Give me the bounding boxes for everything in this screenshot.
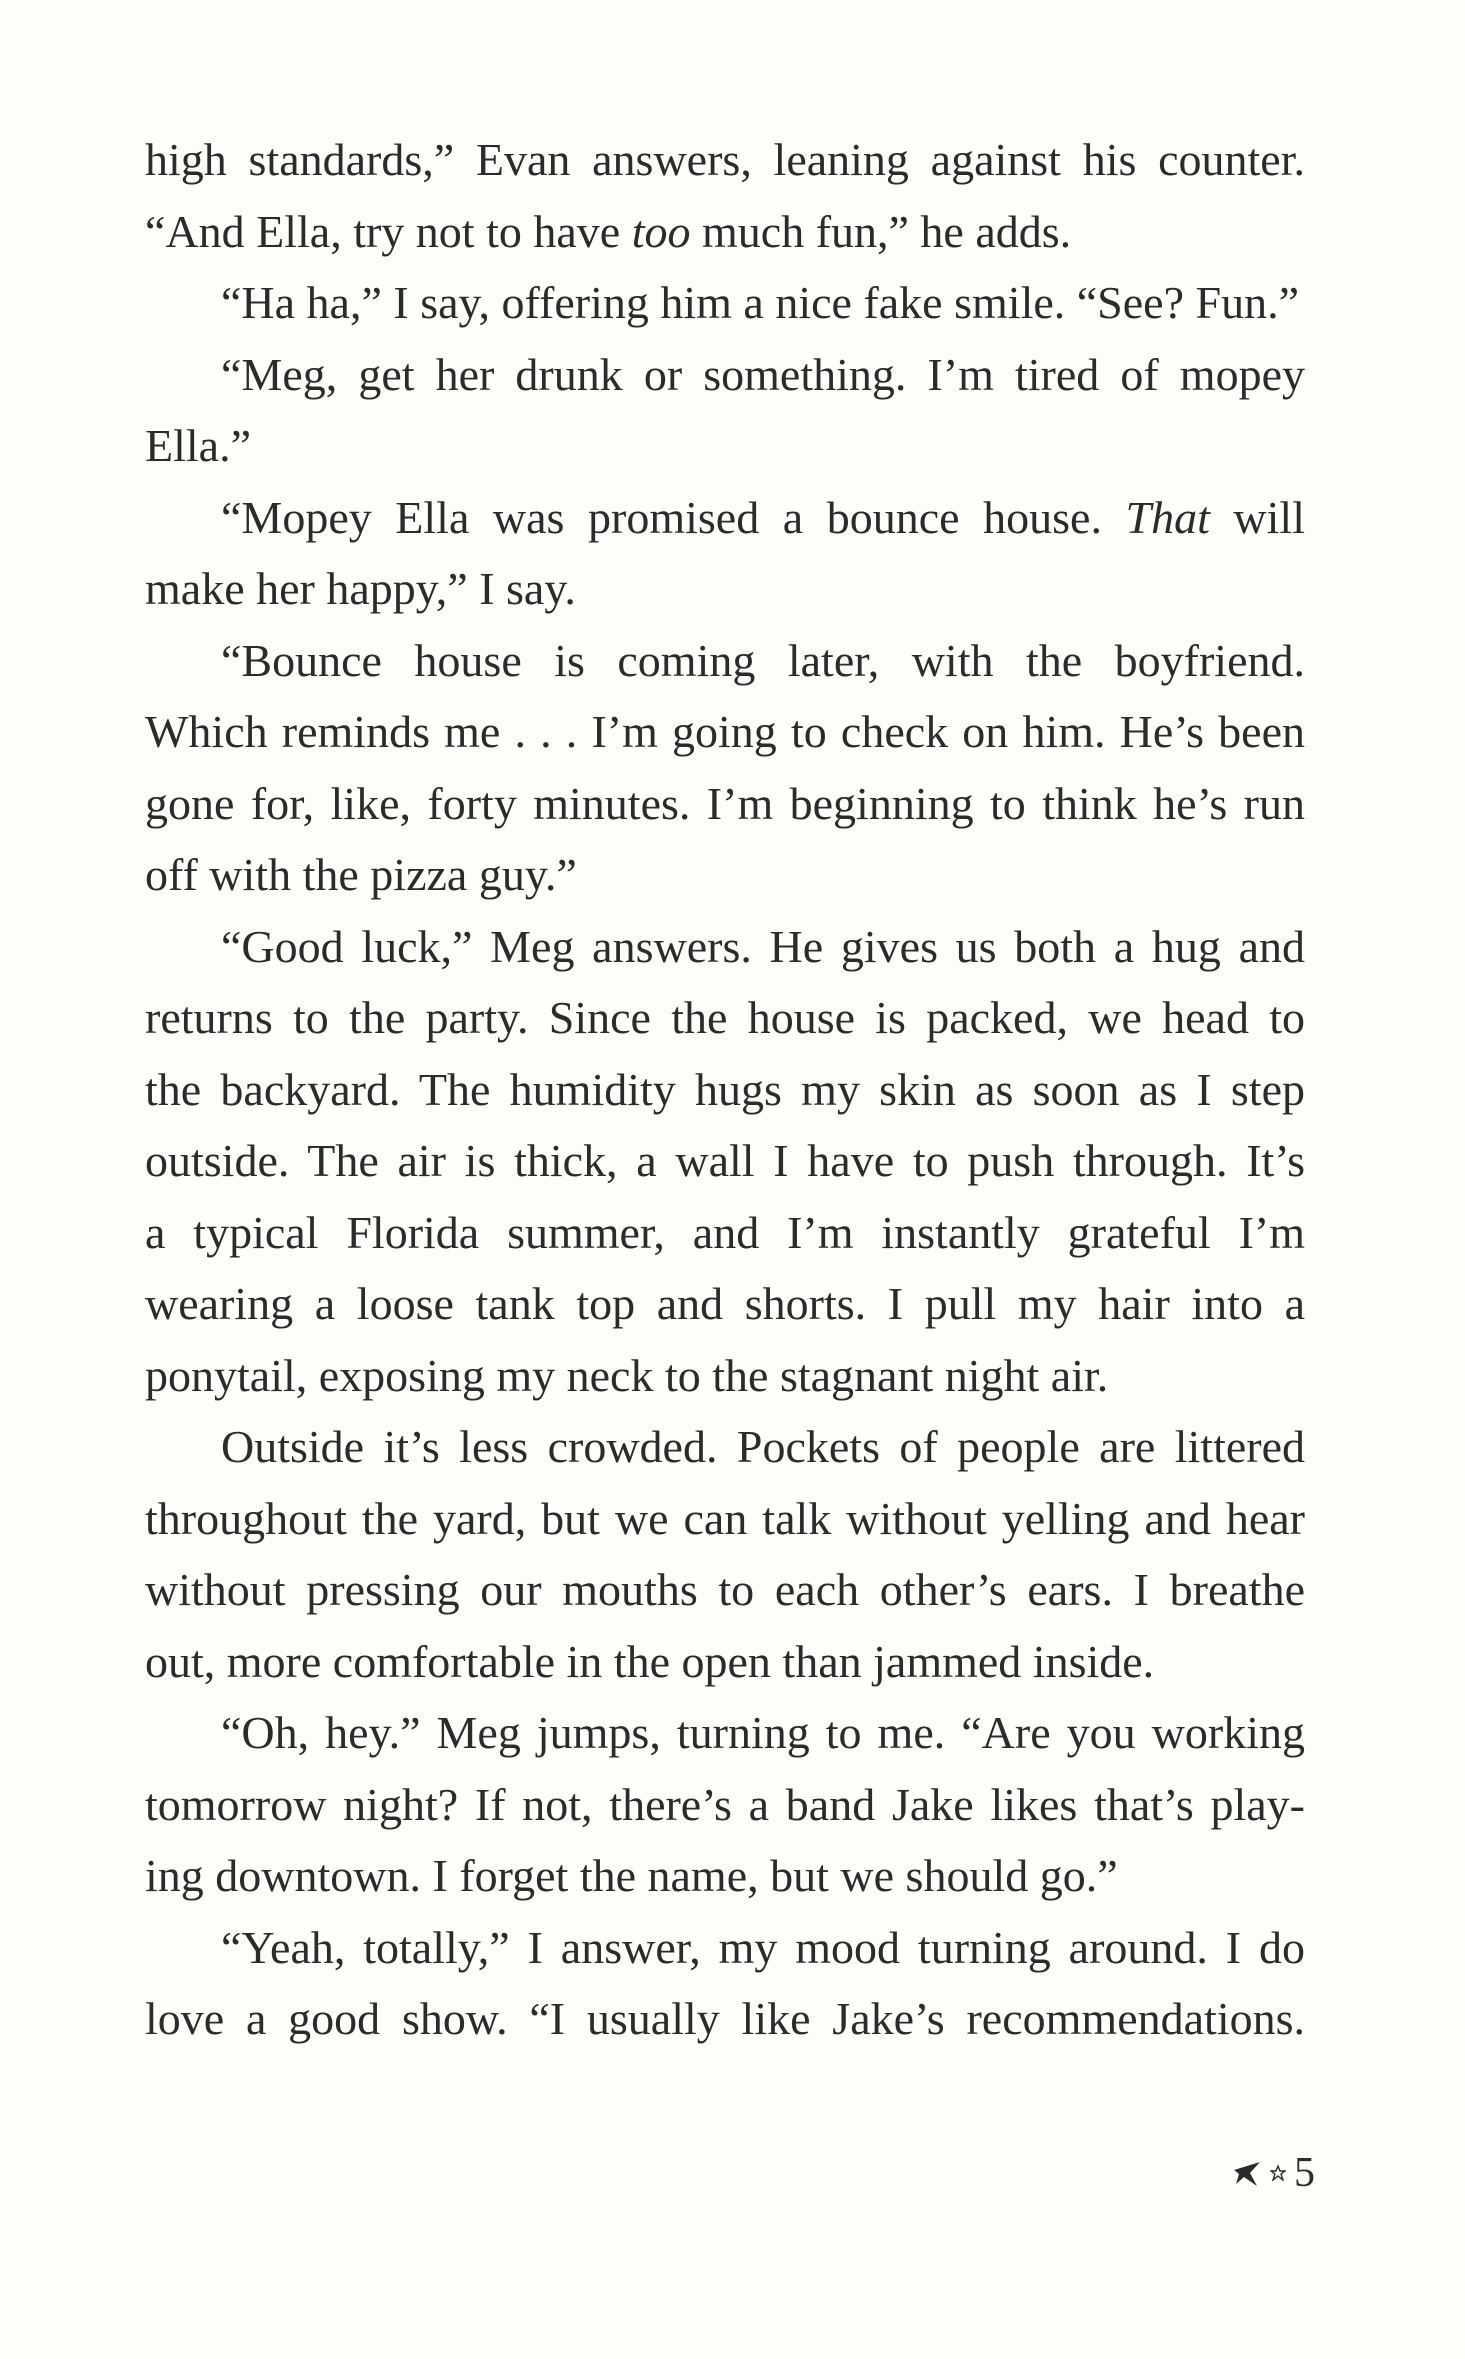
text-line: a typical Florida summer, and I’m instantly grateful I’m — [145, 1206, 1305, 1258]
text-line — [145, 196, 1305, 268]
small-star-icon — [1270, 2165, 1286, 2181]
text-line: without pressing our mouths to each other’s ears. I breathe — [145, 1564, 1305, 1615]
text-run: will — [1209, 491, 1305, 543]
text-line: Outside it’s less crowded. Pockets of people are littered — [221, 1421, 1305, 1472]
body-text — [145, 124, 1305, 2055]
page-folio — [1230, 2148, 1315, 2198]
text-line: ponytail, exposing my neck to the stagnant night air. — [145, 1349, 1109, 1401]
text-line: “Bounce house is coming later, with the boyfriend. — [221, 634, 1305, 686]
text-line: Which reminds me . . . I’m going to check on him. He’s been — [145, 706, 1305, 757]
text-line: “Yeah, totally,” I answer, my mood turning around. I do — [221, 1921, 1305, 1973]
text-line: wearing a loose tank top and shorts. I pull my hair into a — [145, 1278, 1305, 1329]
text-line: love a good show. “I usually like Jake’s recommendations. — [145, 1993, 1305, 2044]
text-line: outside. The air is thick, a wall I have to push through. It’s — [145, 1135, 1305, 1186]
text-run: much fun,” he adds. — [690, 205, 1072, 257]
text-line: “Ha ha,” I say, offering him a nice fake smile. “See? Fun.” — [221, 277, 1300, 328]
page-number: 5 — [1294, 2150, 1315, 2196]
italic-word: too — [631, 205, 691, 257]
star-icon — [1230, 2156, 1264, 2190]
text-line: gone for, like, forty minutes. I’m beginning to think he’s run — [145, 777, 1305, 829]
text-line: high standards,” Evan answers, leaning against his counter. — [145, 134, 1305, 185]
text-line: ing downtown. I forget the name, but we should go.” — [145, 1850, 1118, 1901]
text-line: throughout the yard, but we can talk without yelling and hear — [145, 1492, 1305, 1544]
text-line — [145, 482, 1305, 554]
text-line: out, more comfortable in the open than jammed inside. — [145, 1635, 1155, 1687]
text-line: “Oh, hey.” Meg jumps, turning to me. “Are you working — [221, 1707, 1305, 1758]
text-line: returns to the party. Since the house is packed, we head to — [145, 992, 1305, 1043]
text-line: off with the pizza guy.” — [145, 849, 577, 900]
text-line: “Meg, get her drunk or something. I’m tired of mopey — [221, 348, 1305, 400]
text-run: “And Ella, try not to have — [145, 205, 632, 257]
text-line: make her happy,” I say. — [145, 563, 576, 614]
text-line: tomorrow night? If not, there’s a band Jake likes that’s play- — [145, 1778, 1305, 1830]
text-run: “Mopey Ella was promised a bounce house. — [221, 491, 1126, 543]
text-line: the backyard. The humidity hugs my skin as soon as I step — [145, 1063, 1305, 1115]
text-line: “Good luck,” Meg answers. He gives us both a hug and — [221, 920, 1305, 972]
text-line: Ella.” — [145, 420, 251, 471]
italic-word: That — [1125, 491, 1210, 543]
